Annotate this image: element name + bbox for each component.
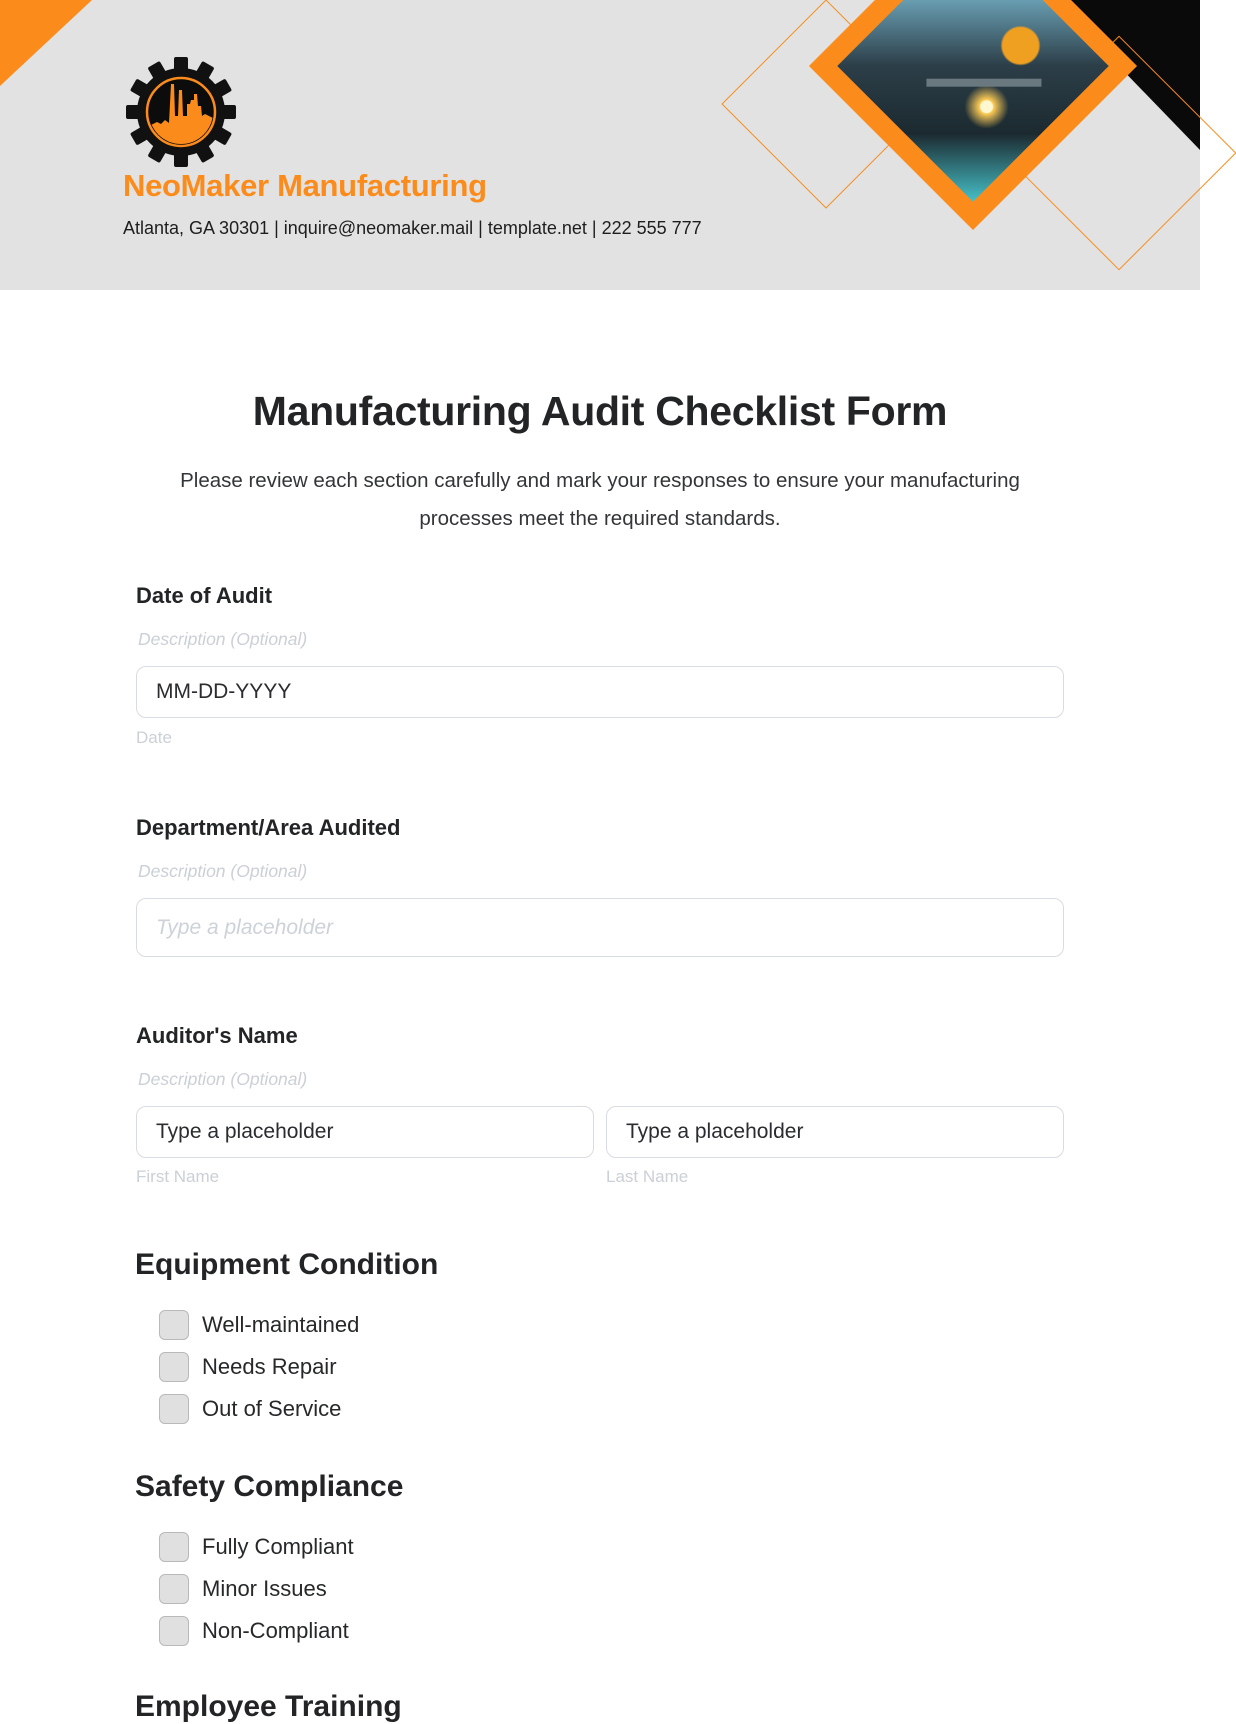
first-name-input-value: Type a placeholder bbox=[156, 1120, 334, 1143]
form-intro-text: Please review each section carefully and mark your responses to ensure your manufacturing processes meet the required standards. bbox=[180, 469, 1020, 530]
date-input-value: MM-DD-YYYY bbox=[156, 680, 292, 703]
department-label: Department/Area Audited bbox=[136, 815, 401, 840]
checkbox-non-compliant[interactable] bbox=[159, 1616, 189, 1646]
checkbox-well-maintained[interactable] bbox=[159, 1310, 189, 1340]
date-sublabel: Date bbox=[136, 728, 172, 747]
first-name-sublabel: First Name bbox=[136, 1167, 220, 1186]
auditor-last-name-input[interactable] bbox=[606, 1106, 1064, 1158]
option-label: Well-maintained bbox=[202, 1312, 360, 1337]
orange-corner-accent bbox=[0, 0, 92, 86]
department-input-placeholder: Type a placeholder bbox=[156, 915, 334, 939]
last-name-sublabel: Last Name bbox=[606, 1167, 689, 1186]
equipment-condition-heading: Equipment Condition bbox=[135, 1248, 439, 1281]
option-label: Fully Compliant bbox=[202, 1534, 354, 1559]
date-of-audit-description: Description (Optional) bbox=[138, 629, 308, 649]
date-of-audit-input[interactable] bbox=[136, 666, 1064, 718]
option-minor-issues[interactable] bbox=[159, 1574, 327, 1604]
company-name: NeoMaker Manufacturing bbox=[123, 168, 487, 203]
safety-compliance-heading: Safety Compliance bbox=[135, 1470, 404, 1503]
department-description: Description (Optional) bbox=[138, 861, 308, 881]
letterhead-header bbox=[0, 0, 1200, 290]
checkbox-minor-issues[interactable] bbox=[159, 1574, 189, 1604]
date-of-audit-label: Date of Audit bbox=[136, 583, 273, 608]
option-label: Needs Repair bbox=[202, 1354, 337, 1379]
option-label: Out of Service bbox=[202, 1396, 342, 1421]
option-well-maintained[interactable] bbox=[159, 1310, 359, 1340]
option-out-of-service[interactable] bbox=[159, 1394, 341, 1424]
option-label: Minor Issues bbox=[202, 1576, 327, 1601]
option-needs-repair[interactable] bbox=[159, 1352, 337, 1382]
company-contact-info: Atlanta, GA 30301 | inquire@neomaker.mail | template.net | 222 555 777 bbox=[123, 218, 702, 238]
checkbox-fully-compliant[interactable] bbox=[159, 1532, 189, 1562]
auditor-name-description: Description (Optional) bbox=[138, 1069, 308, 1089]
option-label: Non-Compliant bbox=[202, 1618, 349, 1643]
auditor-first-name-input[interactable] bbox=[136, 1106, 594, 1158]
page-title: Manufacturing Audit Checklist Form bbox=[252, 388, 948, 434]
option-fully-compliant[interactable] bbox=[159, 1532, 354, 1562]
auditor-name-label: Auditor's Name bbox=[136, 1023, 298, 1048]
last-name-input-value: Type a placeholder bbox=[626, 1120, 804, 1143]
employee-training-heading: Employee Training bbox=[135, 1690, 402, 1723]
department-input[interactable] bbox=[136, 898, 1064, 957]
checkbox-out-of-service[interactable] bbox=[159, 1394, 189, 1424]
option-non-compliant[interactable] bbox=[159, 1616, 349, 1646]
checkbox-needs-repair[interactable] bbox=[159, 1352, 189, 1382]
gear-factory-logo-icon bbox=[126, 56, 236, 168]
